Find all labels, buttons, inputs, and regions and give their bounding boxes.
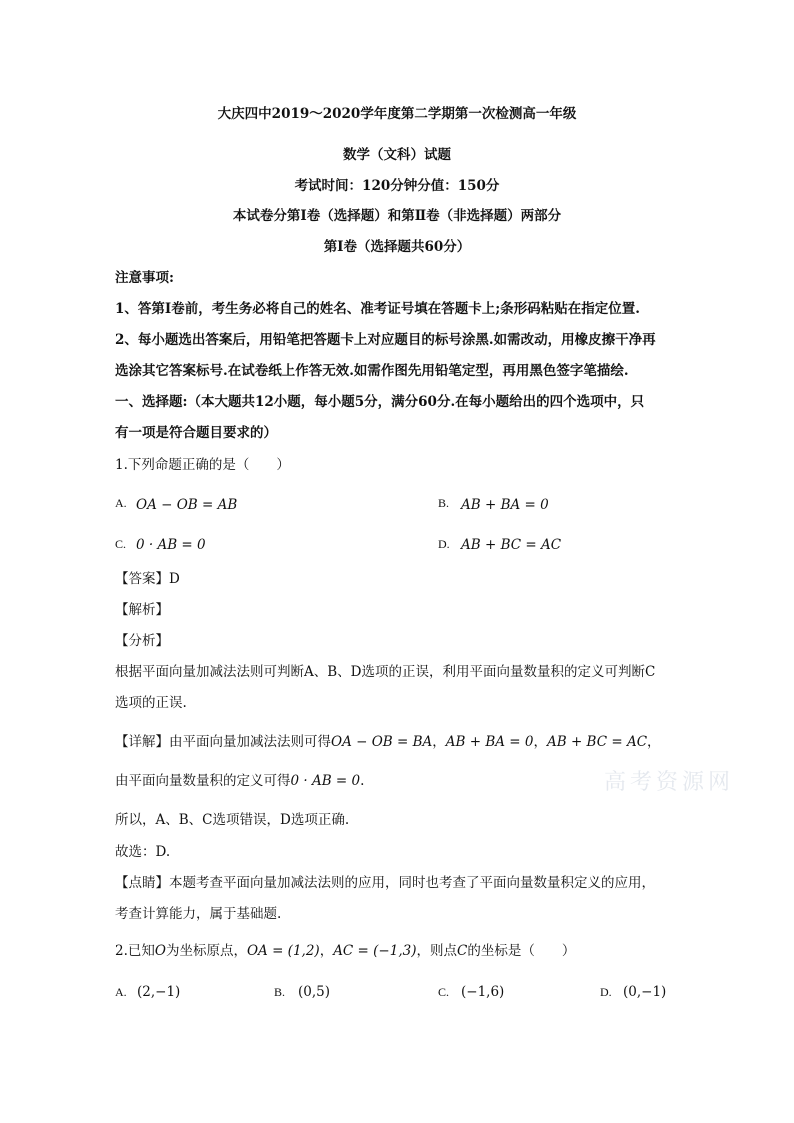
q1-detail-sep3: ，: [647, 734, 661, 750]
watermark: 高考资源网: [604, 770, 735, 795]
q1-option-c-expr: 0 · AB = 0: [136, 537, 206, 553]
notice-item-1: 1、答第Ⅰ卷前，考生务必将自己的姓名、准考证号填在答题卡上;条形码粘贴在指定位置.: [115, 301, 640, 317]
q1-option-c-label: C.: [115, 537, 127, 551]
q1-detail-sep2: ，: [533, 734, 547, 750]
q2-option-b-label: B.: [274, 985, 286, 999]
q1-answer: 【答案】D: [115, 571, 180, 587]
q1-detail-line2-text: 由平面向量数量积的定义可得: [115, 773, 291, 789]
q1-detail-expr2: AB + BA = 0: [445, 734, 534, 750]
section-heading-line2: 有一项是符合题目要求的）: [115, 425, 277, 441]
q1-choose: 故选：D.: [115, 844, 171, 860]
q2-stem-mid1: 为坐标原点，: [165, 943, 247, 959]
exam-info: 考试时间：120分钟分值：150分: [294, 178, 500, 194]
notice-item-2-line2: 选涂其它答案标号.在试卷纸上作答无效.如需作图先用铅笔定型，再用黑色签字笔描绘.: [115, 363, 629, 379]
q2-option-d-label: D.: [600, 985, 612, 999]
q1-fenxi-tag: 【分析】: [115, 633, 169, 649]
q1-detail-expr3: AB + BC = AC: [546, 734, 648, 750]
q1-option-d-expr: AB + BC = AC: [461, 537, 562, 553]
q2-option-c-value: (−1,6): [461, 984, 505, 1000]
q2-o-symbol: O: [154, 943, 166, 959]
q1-fenxi-line1: 根据平面向量加减法法则可判断A、B、D选项的正误，利用平面向量数量积的定义可判断C: [115, 664, 656, 680]
q1-option-b-label: B.: [438, 496, 450, 510]
q1-detail-line2: [115, 771, 364, 791]
q2-c-symbol: C: [456, 943, 468, 959]
q1-detail-end: .: [360, 773, 365, 789]
q2-option-a-label: A.: [115, 985, 127, 999]
q1-stem: 1.下列命题正确的是（ ）: [115, 457, 290, 473]
q1-option-a-expr: OA − OB = AB: [136, 497, 238, 513]
q1-comment-line2: 考查计算能力，属于基础题.: [115, 906, 282, 922]
part1-title: 第Ⅰ卷（选择题共60分）: [323, 239, 471, 255]
q2-ac-expr: AC = (−1,3): [333, 943, 417, 959]
q1-conclusion: 所以，A、B、C选项错误，D选项正确.: [115, 812, 350, 828]
q1-detail-text: 由平面向量加减法法则可得: [169, 734, 331, 750]
q1-comment-text: 本题考查平面向量加减法法则的应用，同时也考查了平面向量数量积定义的应用，: [169, 875, 655, 891]
q2-option-d-value: (0,−1): [623, 984, 667, 1000]
q1-detail-tag: 【详解】: [115, 734, 169, 750]
q1-option-d-label: D.: [438, 537, 450, 551]
notice-heading: 注意事项:: [115, 270, 174, 286]
q2-option-b-value: (0,5): [298, 984, 331, 1000]
q1-detail-line1: [115, 732, 661, 752]
q1-detail-expr1: OA − OB = BA: [331, 734, 433, 750]
paper-parts: 本试卷分第Ⅰ卷（选择题）和第Ⅱ卷（非选择题）两部分: [232, 208, 562, 224]
section-heading-line1: 一、选择题:（本大题共12小题，每小题5分，满分60分.在每小题给出的四个选项中，只: [115, 394, 645, 410]
q1-fenxi-line2: 选项的正误.: [115, 695, 187, 711]
q2-oa-expr: OA = (1,2): [246, 943, 320, 959]
exam-title: 大庆四中2019～2020学年度第二学期第一次检测高一年级: [217, 106, 577, 122]
subject-title: 数学（文科）试题: [343, 147, 451, 163]
q2-option-a-value: (2,−1): [137, 984, 181, 1000]
q1-option-b-expr: AB + BA = 0: [461, 497, 549, 513]
q2-stem-pre: 2.已知: [115, 943, 155, 959]
q2-stem: [115, 941, 575, 961]
q1-comment-line1: [115, 873, 655, 893]
q2-stem-mid3: ，则点: [416, 943, 457, 959]
q2-stem-end: 的坐标是（ ）: [467, 943, 576, 959]
q2-option-c-label: C.: [438, 985, 450, 999]
q1-option-a-label: A.: [115, 496, 127, 510]
q1-detail-sep1: ，: [432, 734, 446, 750]
q1-detail-expr4: 0 · AB = 0: [290, 773, 361, 789]
q1-analysis-tag: 【解析】: [115, 602, 169, 618]
q1-comment-tag: 【点睛】: [115, 875, 169, 891]
q2-stem-mid2: ，: [319, 943, 334, 959]
notice-item-2-line1: 2、每小题选出答案后，用铅笔把答题卡上对应题目的标号涂黑.如需改动，用橡皮擦干净再: [115, 332, 656, 348]
